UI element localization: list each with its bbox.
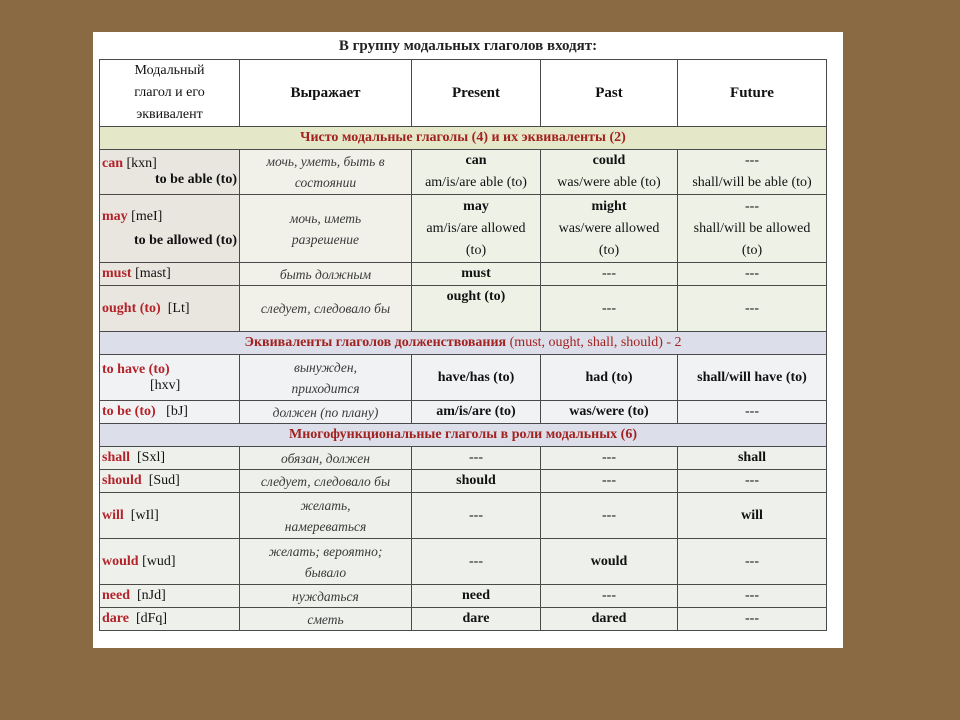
header-verb: Модальный глагол и его эквивалент <box>100 60 240 127</box>
verb-cell: shall [Sxl] <box>100 447 240 470</box>
present-cell: should <box>412 470 541 493</box>
future-cell: shall <box>678 447 827 470</box>
meaning-cell: мочь, иметь разрешение <box>240 195 412 263</box>
meaning-cell: нуждаться <box>240 585 412 608</box>
future-cell: --- <box>678 263 827 286</box>
modal-verbs-table <box>99 59 827 631</box>
header-future: Future <box>678 60 827 127</box>
meaning-cell: желать; вероятно; бывало <box>240 539 412 585</box>
meaning-cell: желать, намереваться <box>240 493 412 539</box>
present-cell: can am/is/are able (to) <box>412 150 541 195</box>
section-title: Чисто модальные глаголы (4) и их эквиваленты (2) <box>100 127 827 150</box>
meaning-cell: сметь <box>240 608 412 631</box>
past-cell: had (to) <box>541 355 678 401</box>
meaning-cell: следует, следовало бы <box>240 470 412 493</box>
meaning-cell: должен (по плану) <box>240 401 412 424</box>
verb-cell: must [mast] <box>100 263 240 286</box>
verb-cell: should [Sud] <box>100 470 240 493</box>
future-cell: --- <box>678 539 827 585</box>
past-cell: might was/were allowed (to) <box>541 195 678 263</box>
past-cell: --- <box>541 493 678 539</box>
section-row <box>100 332 827 355</box>
future-cell: --- <box>678 401 827 424</box>
verb-cell: dare [dFq] <box>100 608 240 631</box>
past-cell: --- <box>541 470 678 493</box>
present-cell: --- <box>412 447 541 470</box>
present-cell: need <box>412 585 541 608</box>
meaning-cell: мочь, уметь, быть в состоянии <box>240 150 412 195</box>
table-row <box>100 286 827 332</box>
table-row <box>100 608 827 631</box>
verb-cell: would [wud] <box>100 539 240 585</box>
past-cell: --- <box>541 263 678 286</box>
past-cell: --- <box>541 447 678 470</box>
meaning-cell: следует, следовало бы <box>240 286 412 332</box>
present-cell: may am/is/are allowed (to) <box>412 195 541 263</box>
table-row <box>100 401 827 424</box>
section-title: Эквиваленты глаголов долженствования (must, ought, shall, should) - 2 <box>100 332 827 355</box>
meaning-cell: обязан, должен <box>240 447 412 470</box>
table-row <box>100 447 827 470</box>
verb-cell: to have (to) [hxv] <box>100 355 240 401</box>
present-cell: --- <box>412 493 541 539</box>
past-cell: would <box>541 539 678 585</box>
table-row <box>100 150 827 195</box>
past-cell: could was/were able (to) <box>541 150 678 195</box>
past-cell: --- <box>541 585 678 608</box>
verb-cell: need [nJd] <box>100 585 240 608</box>
verb-cell: will [wIl] <box>100 493 240 539</box>
future-cell: --- <box>678 608 827 631</box>
future-cell: --- <box>678 585 827 608</box>
table-row <box>100 493 827 539</box>
header-present: Present <box>412 60 541 127</box>
table-row <box>100 355 827 401</box>
present-cell: ought (to) <box>412 286 541 332</box>
past-cell: dared <box>541 608 678 631</box>
future-cell: will <box>678 493 827 539</box>
future-cell: --- <box>678 286 827 332</box>
table-row <box>100 470 827 493</box>
header-row <box>100 60 827 127</box>
section-title: Многофункциональные глаголы в роли модальных (6) <box>100 424 827 447</box>
meaning-cell: вынужден, приходится <box>240 355 412 401</box>
future-cell: --- shall/will be able (to) <box>678 150 827 195</box>
header-past: Past <box>541 60 678 127</box>
present-cell: must <box>412 263 541 286</box>
verb-cell: can [kxn] to be able (to) <box>100 150 240 195</box>
table-row <box>100 263 827 286</box>
future-cell: --- shall/will be allowed (to) <box>678 195 827 263</box>
table-row <box>100 539 827 585</box>
section-row <box>100 424 827 447</box>
past-cell: --- <box>541 286 678 332</box>
verb-cell: ought (to) [Lt] <box>100 286 240 332</box>
present-cell: am/is/are (to) <box>412 401 541 424</box>
section-row <box>100 127 827 150</box>
verb-cell: to be (to) [bJ] <box>100 401 240 424</box>
table-row <box>100 195 827 263</box>
document-sheet <box>93 32 843 648</box>
future-cell: --- <box>678 470 827 493</box>
past-cell: was/were (to) <box>541 401 678 424</box>
present-cell: have/has (to) <box>412 355 541 401</box>
future-cell: shall/will have (to) <box>678 355 827 401</box>
meaning-cell: быть должным <box>240 263 412 286</box>
verb-cell: may [meI] to be allowed (to) <box>100 195 240 263</box>
present-cell: --- <box>412 539 541 585</box>
present-cell: dare <box>412 608 541 631</box>
table-row <box>100 585 827 608</box>
header-meaning: Выражает <box>240 60 412 127</box>
page-title: В группу модальных глаголов входят: <box>338 38 598 54</box>
